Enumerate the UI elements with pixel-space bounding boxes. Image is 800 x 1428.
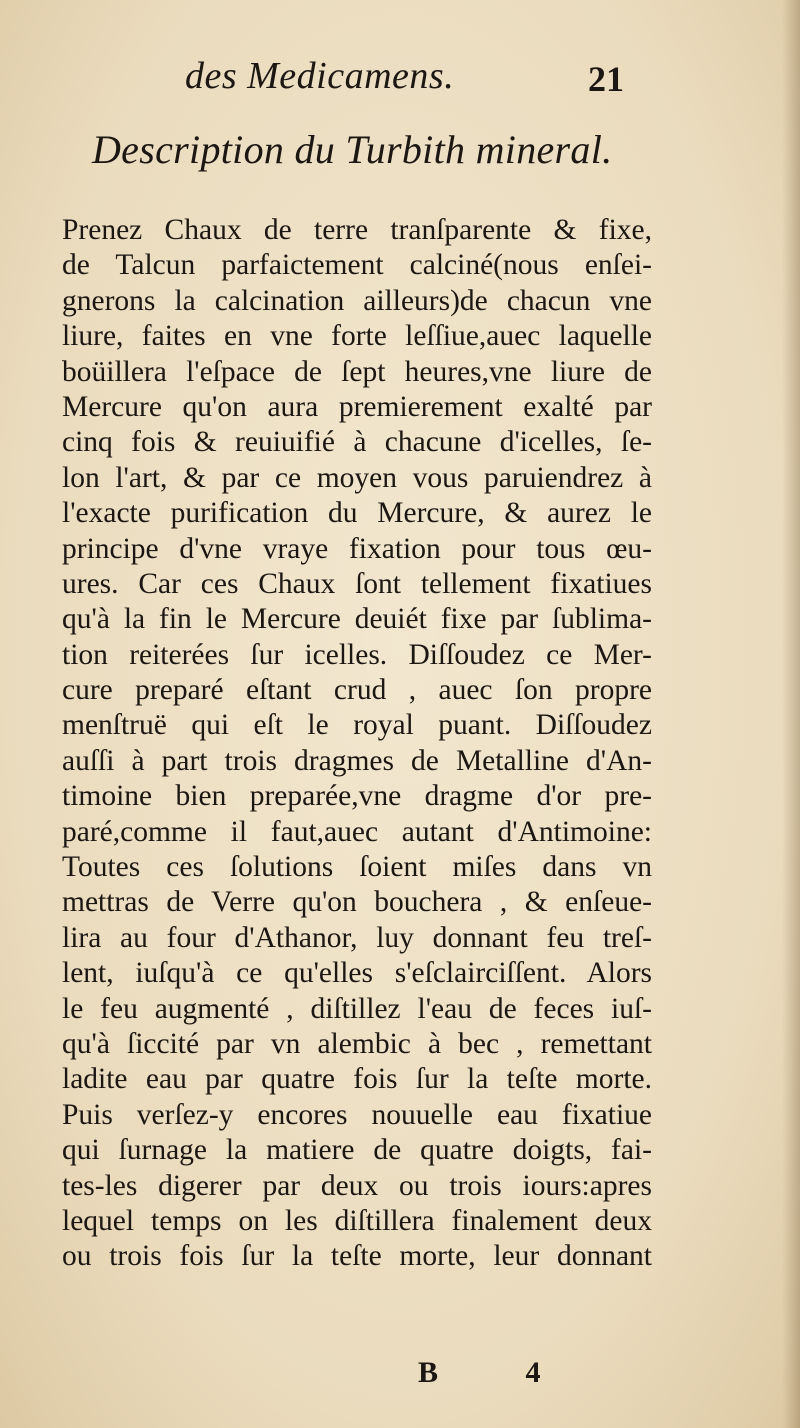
text-line: ladite eau par quatre fois ſur la teſte morte.	[62, 1063, 652, 1096]
text-line: gnerons la calcination ailleurs)de chacun vne	[62, 284, 652, 317]
text-line: qu'à la fin le Mercure deuiét fixe par ſublima-	[62, 603, 652, 636]
text-line: cinq fois & reuiuifié à chacune d'icelles, ſe-	[62, 426, 652, 459]
text-line: Puis verſez-y encores nouuelle eau fixatiue	[62, 1098, 652, 1131]
text-line: le feu augmenté , diſtillez l'eau de feces iuſ-	[62, 992, 652, 1025]
section-heading: Description du Turbith mineral.	[92, 127, 613, 172]
text-line: principe d'vne vraye fixation pour tous œu-	[62, 532, 652, 565]
text-line: ures. Car ces Chaux ſont tellement fixatiues	[62, 567, 652, 600]
text-line: paré,comme il faut,auec autant d'Antimoine:	[62, 815, 652, 848]
text-line: qui ſurnage la matiere de quatre doigts, fai-	[62, 1134, 652, 1167]
text-line: lon l'art, & par ce moyen vous paruiendrez à	[62, 461, 652, 494]
text-line: Toutes ces ſolutions ſoient miſes dans vn	[62, 851, 652, 884]
text-line: Prenez Chaux de terre tranſparente & fixe,	[62, 214, 652, 246]
text-line: auſſi à part trois dragmes de Metalline d'An-	[62, 744, 652, 777]
running-title: des Medicamens.	[185, 55, 455, 97]
page-number: 21	[588, 59, 624, 99]
body-text	[62, 213, 652, 1275]
signature-mark: B 4	[418, 1356, 581, 1389]
text-line: liure, faites en vne forte leſſiue,auec laquelle	[62, 320, 652, 353]
text-line: mettras de Verre qu'on bouchera , & enſeue-	[62, 886, 652, 919]
text-line: tes-les digerer par deux ou trois iours:apres	[62, 1169, 652, 1202]
text-line: Mercure qu'on aura premierement exalté par	[62, 390, 652, 423]
text-line: qu'à ſiccité par vn alembic à bec , remettant	[62, 1027, 652, 1060]
text-line: lent, iuſqu'à ce qu'elles s'eſclairciſſent. Alors	[62, 957, 652, 990]
text-line: lequel temps on les diſtillera finalement deux	[62, 1204, 652, 1237]
page-edge-shadow	[782, 0, 800, 1428]
text-line: lira au four d'Athanor, luy donnant feu treſ-	[62, 921, 652, 954]
text-line: cure preparé eſtant crud , auec ſon propre	[62, 674, 652, 707]
text-line: de Talcun parfaictement calciné(nous enſei-	[62, 249, 652, 282]
text-line: boüillera l'eſpace de ſept heures,vne liure de	[62, 355, 652, 388]
text-line: menſtruë qui eſt le royal puant. Diſſoudez	[62, 709, 652, 742]
text-line: ou trois fois ſur la teſte morte, leur donnant	[62, 1240, 652, 1273]
text-line: tion reiterées ſur icelles. Diſſoudez ce Mer-	[62, 638, 652, 671]
running-head	[0, 50, 800, 110]
text-line: l'exacte purification du Mercure, & aurez le	[62, 497, 652, 530]
text-line: timoine bien preparée,vne dragme d'or pre-	[62, 780, 652, 813]
